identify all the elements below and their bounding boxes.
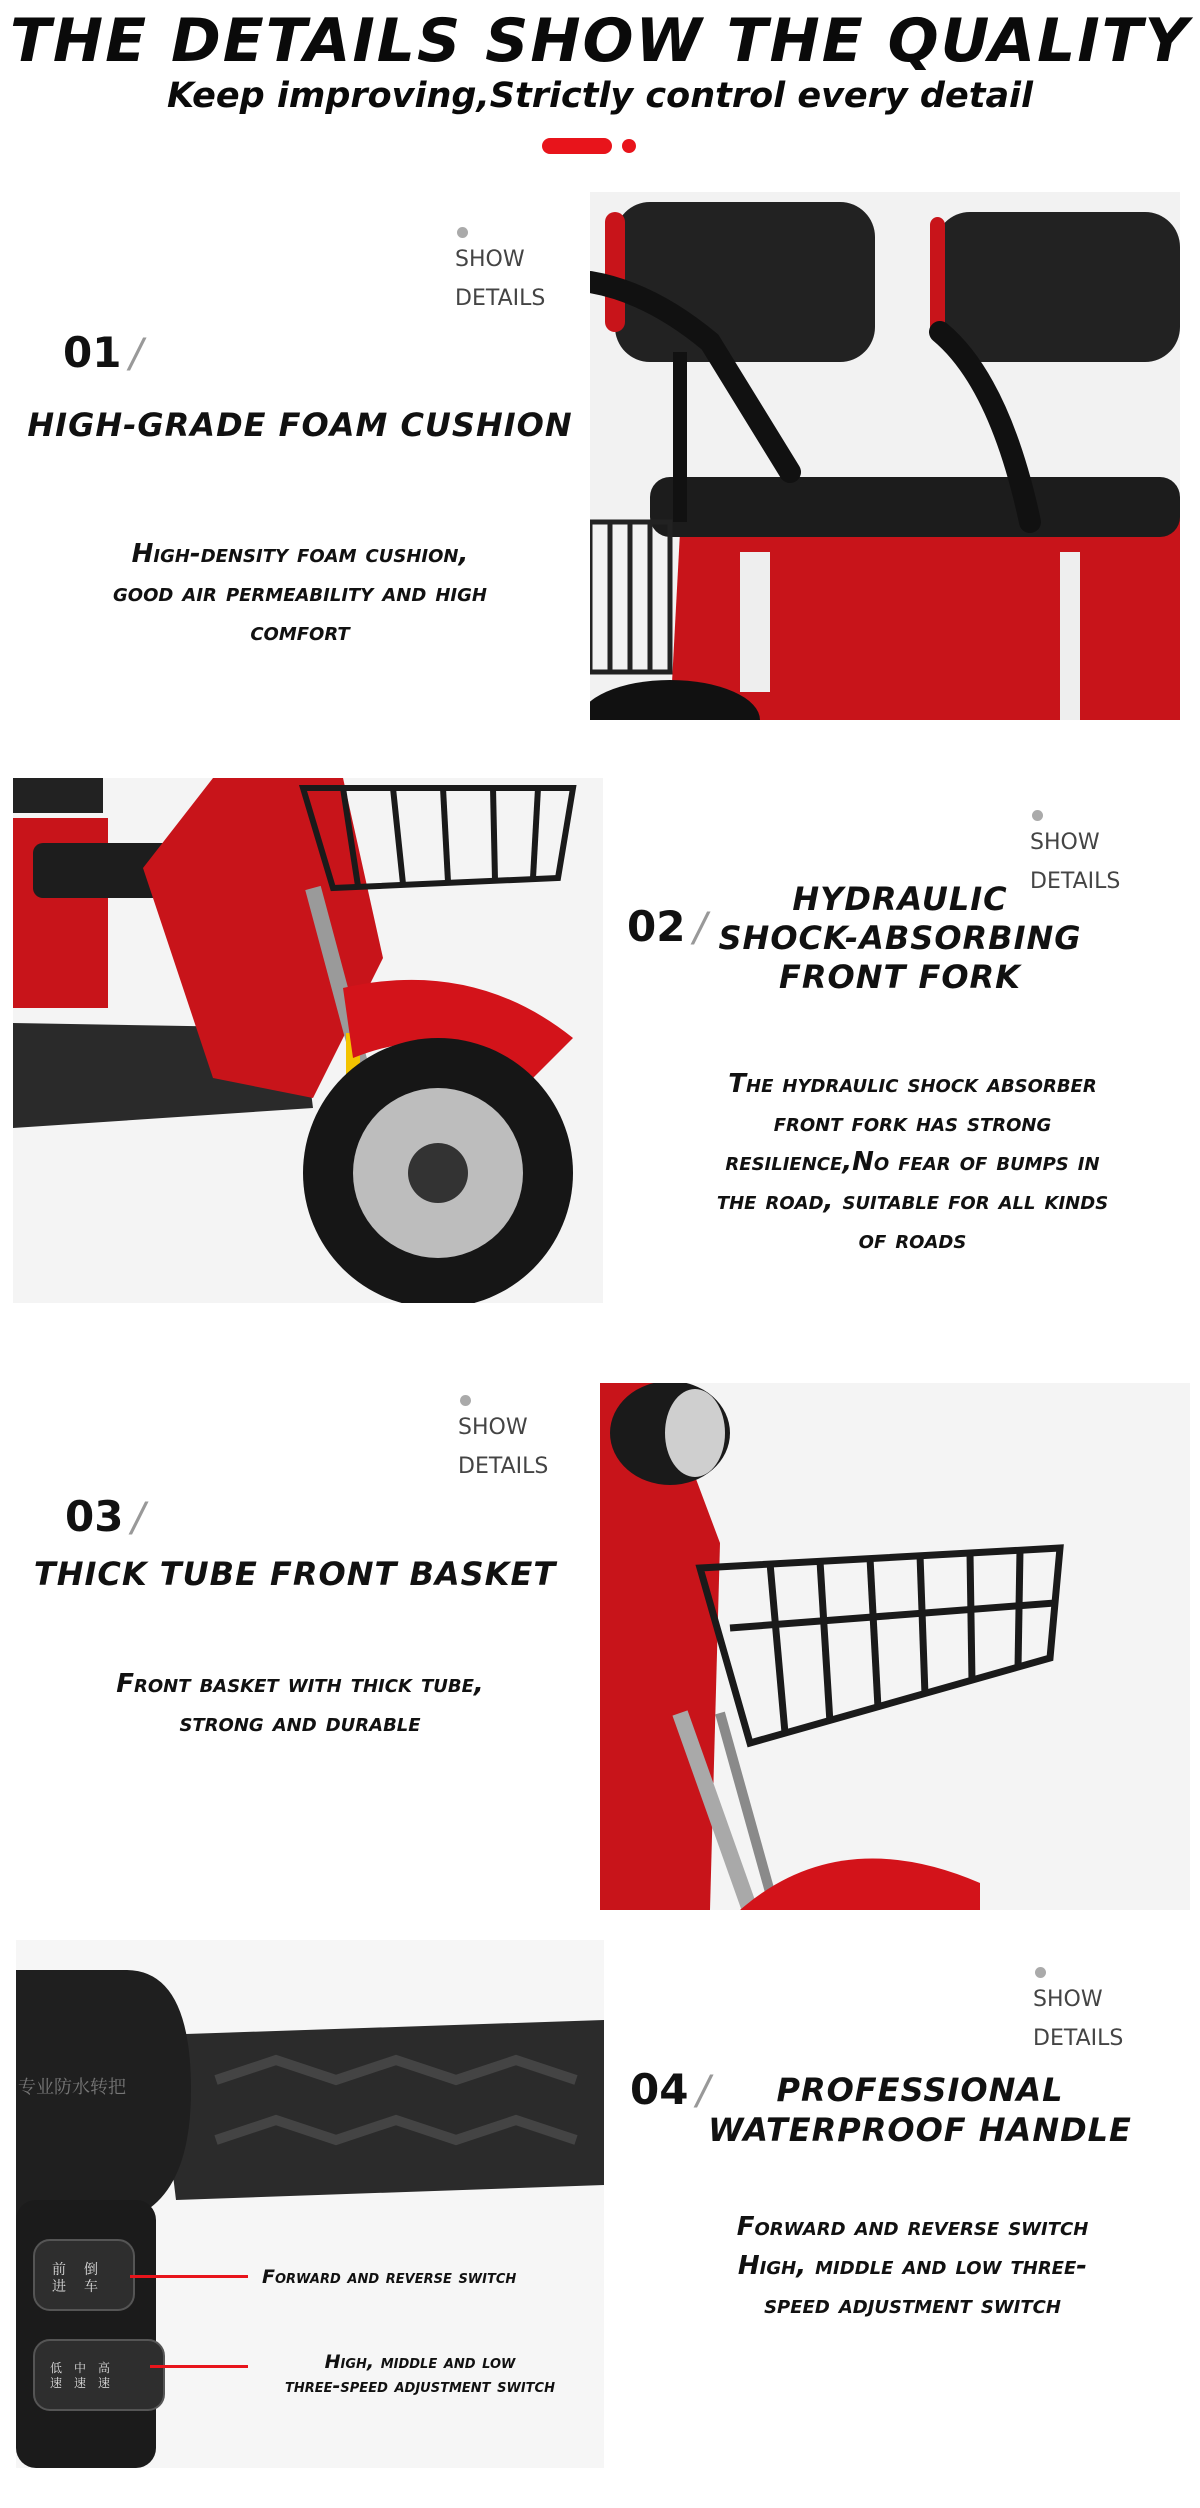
section-number: 02 / <box>627 902 707 951</box>
bullet-dot <box>460 1395 471 1406</box>
forward-reverse-button-label: 前 进 倒 车 <box>52 2262 98 2295</box>
accent-dash <box>542 138 612 154</box>
speed-switch-callout: High, middle and low three-speed adjustment switch <box>285 2351 555 2397</box>
grip-embossed-text: 专业防水转把 <box>18 2077 126 2098</box>
callout-line <box>150 2365 248 2368</box>
show-details-label: SHOW DETAILS <box>455 240 545 318</box>
front-fork-photo <box>13 778 603 1303</box>
forward-reverse-callout: Forward and reverse switch <box>262 2266 517 2288</box>
bullet-dot <box>457 227 468 238</box>
section-description: Forward and reverse switch High, middle and low three- speed adjustment switch <box>736 2212 1089 2320</box>
section-number: 03 / <box>65 1492 145 1541</box>
show-details-label: SHOW DETAILS <box>1030 823 1120 901</box>
page-subtitle: Keep improving,Strictly control every detail <box>166 76 1034 116</box>
bullet-dot <box>1032 810 1043 821</box>
show-details-label: SHOW DETAILS <box>458 1408 548 1486</box>
section-description: Front basket with thick tube, strong and durable <box>116 1669 484 1738</box>
section-number: 01 / <box>63 328 143 377</box>
section-headline: PROFESSIONAL WATERPROOF HANDLE <box>708 2071 1132 2149</box>
page-title: THE DETAILS SHOW THE QUALITY <box>9 6 1191 76</box>
section-headline: HYDRAULIC SHOCK-ABSORBING FRONT FORK <box>718 880 1082 996</box>
section-number: 04 / <box>630 2065 710 2114</box>
section-headline: HIGH-GRADE FOAM CUSHION <box>27 406 573 444</box>
section-description: High-density foam cushion, good air permeability and high comfort <box>113 539 487 647</box>
section-description: The hydraulic shock absorber front fork has strong resilience,No fear of bumps in the road, suitable for all kinds of roads <box>716 1069 1109 1255</box>
section-headline: THICK TUBE FRONT BASKET <box>33 1555 557 1593</box>
front-basket-photo <box>600 1383 1190 1910</box>
callout-line <box>130 2275 248 2278</box>
accent-dot <box>622 139 636 153</box>
show-details-label: SHOW DETAILS <box>1033 1980 1123 2058</box>
bullet-dot <box>1035 1967 1046 1978</box>
seat-cushion-photo <box>590 192 1180 720</box>
speed-button-label: 低 速 中 速 高 速 <box>50 2361 111 2390</box>
